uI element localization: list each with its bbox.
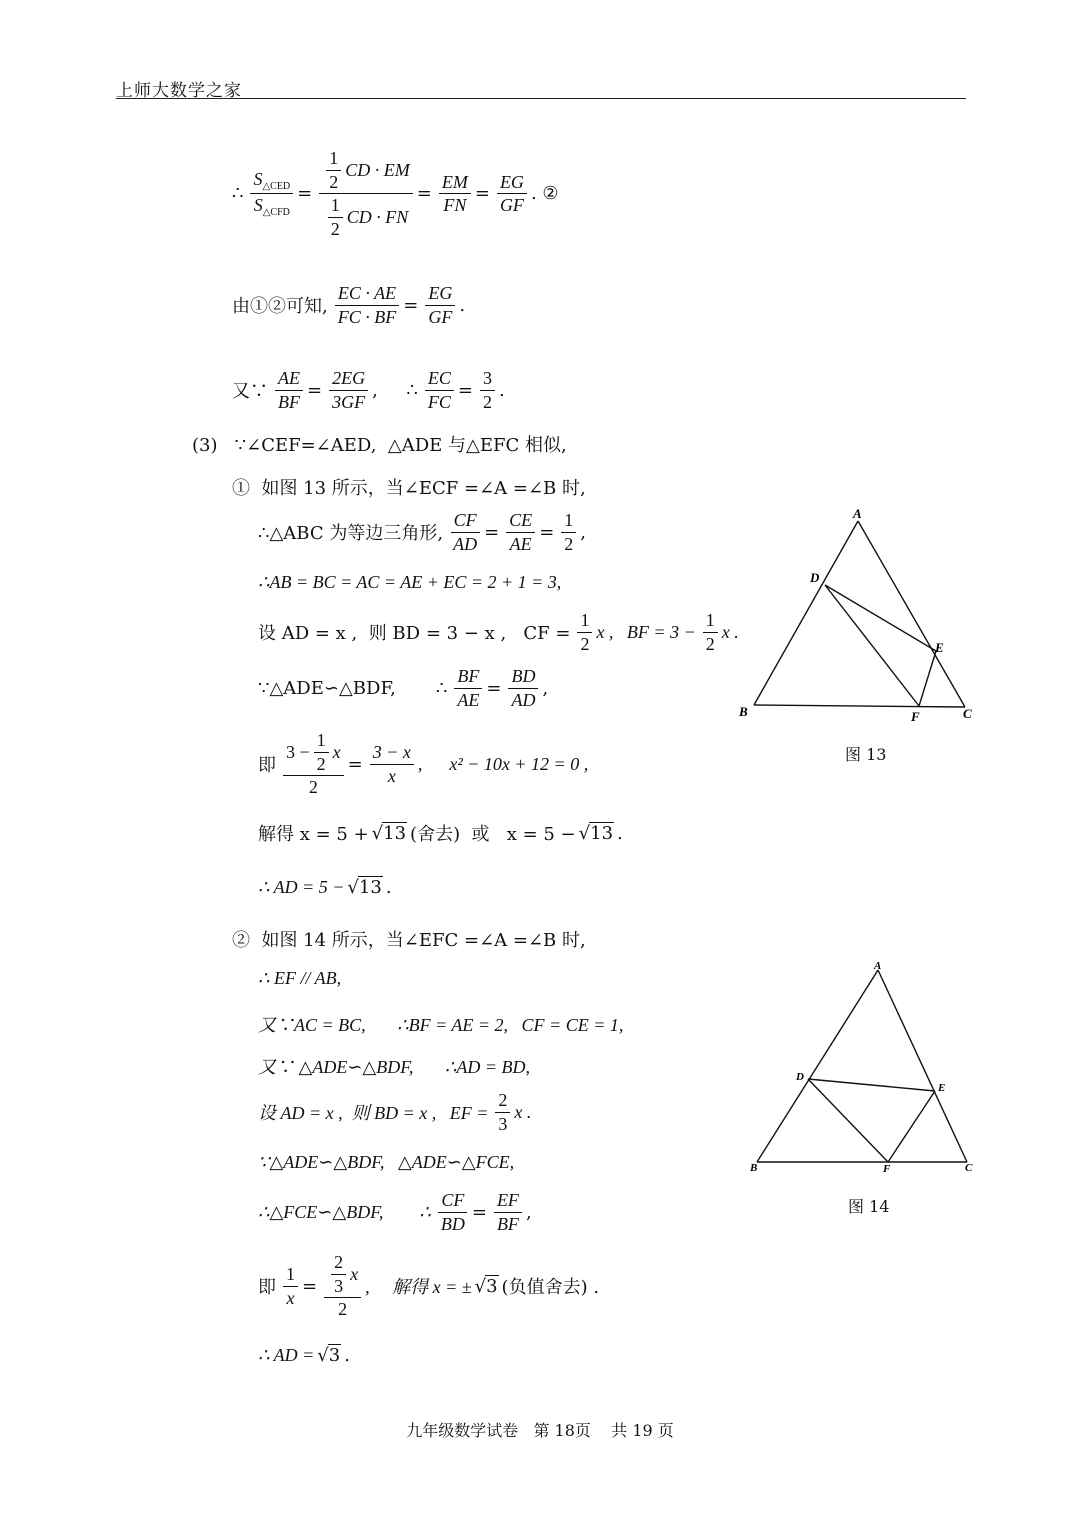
ec-fc-fraction: $\frac{EC}{FC}$ [425,368,454,412]
x-var: x [332,741,341,762]
therefore-symbol: ∴ [232,183,244,205]
root-13-a: 13 [383,822,407,844]
also-because: 又∵ [232,381,268,403]
label-b: B [750,1162,758,1174]
s-sub-cfd: △CFD [262,207,290,219]
area-fraction [250,169,293,219]
figure-14-caption: 图 14 [848,1197,890,1216]
line-ad-result-2: ∴ AD = √3 . [258,1345,350,1366]
root-13-b: 13 [590,822,614,844]
from-text: 由①②可知, [232,296,328,318]
two: 2 [308,777,318,798]
line-let-ad-x [258,610,742,654]
ad-eq-2: ∴ AD = [258,1345,315,1365]
line-side-lengths: ∴AB = BC = AC = AE + EC = 2 + 1 = 3, [258,572,562,592]
eg-gf-fraction: $\frac{EG}{GF}$ [497,172,527,216]
period: . [385,877,392,898]
line-area-ratio: ∴ $\frac{S_{\triangle CED}}{S_{\triangle CFD}}$ = $\frac{1}{2}$ CD · EM $\frac{1}{2}$ CD · FN = $\frac{EM}{FN}$ = $\frac{EG}{GF}$ . ② [232,148,559,240]
segment-de [825,585,936,651]
ef-bf-fraction: $\frac{EF}{BF}$ [494,1190,522,1234]
cd-em: CD · EM [345,159,410,180]
x-end-2: x . [514,1101,532,1122]
label-e: E [935,640,944,655]
line-ad-result-1: ∴ AD = 5 − √13 . [258,877,392,898]
namely: 即 [258,755,276,777]
bf-text: x , BF = 3 − [596,621,696,642]
3-x-over-x: $\frac{3 - x}{x}$ [370,742,414,786]
line-parallel: ∴ EF // AB, [258,968,342,988]
two-b: 2 [338,1299,348,1320]
page-footer: 九年级数学试卷 第 18页 共 19 页 [406,1421,674,1440]
side-ac [878,970,967,1162]
root-3-b: 3 [328,1345,341,1366]
cf-ad-fraction: $\frac{CF}{AD}$ [450,510,480,554]
similar-text-2: ∴△FCE∽△BDF, ∴ [258,1201,431,1222]
negative-discard: (负值舍去) . [501,1277,600,1299]
label-a: A [853,506,862,521]
header-rule [116,98,966,99]
em-fn-fraction: $\frac{EM}{FN}$ [439,172,471,216]
one-half: $\frac{1}{2}$ [561,510,576,554]
label-c: C [963,706,972,721]
half-b: $\frac{1}{2}$ [703,610,718,654]
eg-gf-fraction-2: $\frac{EG}{GF}$ [425,283,455,327]
let-text-2: 设 AD = x , 则 BD = x , EF = [258,1103,489,1124]
label-d: D [810,570,820,585]
s-sub-ced: △CED [262,180,291,192]
equilateral-text: ∴△ABC 为等边三角形, [258,523,444,545]
line-solve-1: 解得 x = 5 + √13 (舍去) 或 x = 5 − √13 . [258,820,626,846]
line-similar-1: ∵△ADE∽△BDF, ∴ $\frac{BF}{AE}$ = $\frac{BD}{AD}$ , [258,666,549,710]
half-c: $\frac{1}{2}$ [314,730,329,774]
comma: , [580,521,587,543]
label-e: E [938,1082,946,1094]
ec-ae-fraction: $\frac{EC \cdot AE}{FC \cdot BF}$ [335,283,400,327]
line-also-because: 又∵ $\frac{AE}{BF}$ = $\frac{2EG}{3GF}$ , ∴ $\frac{EC}{FC}$ = $\frac{3}{2}$ . [232,368,505,412]
therefore-mid: , ∴ [372,379,418,401]
segment-df [808,1079,888,1162]
half-a: $\frac{1}{2}$ [577,610,592,654]
period: . [344,1345,350,1366]
one-over-x: $\frac{1}{x}$ [283,1264,298,1308]
ae-bf-fraction: $\frac{AE}{BF}$ [275,368,303,412]
label-a: A [874,960,882,972]
line-let-ad-x-2 [258,1090,534,1134]
case-1-header: ① 如图 13 所示，当∠ECF =∠A =∠B 时, [232,478,586,499]
half-fraction: $\frac{1}{2}$ [326,148,341,192]
or-text: (舍去) 或 x = 5 − [410,824,576,845]
label-f: F [911,709,920,724]
bd-ad-fraction: $\frac{BD}{AD}$ [508,666,538,710]
compound-fraction-3 [324,1252,361,1320]
cf-bd-fraction: $\frac{CF}{BD}$ [438,1190,468,1234]
root-3-a: 3 [486,1275,498,1297]
two-thirds-b: $\frac{2}{3}$ [331,1252,346,1296]
root-13-c: 13 [358,877,382,898]
line-from-1-2: 由①②可知, $\frac{EC \cdot AE}{FC \cdot BF}$ = $\frac{EG}{GF}$ . [232,283,466,327]
circle-two-tail: . ② [530,183,559,205]
2eg-3gf-fraction: $\frac{2EG}{3GF}$ [329,368,368,412]
case-2-header: ② 如图 14 所示，当∠EFC =∠A =∠B 时, [232,930,586,951]
label-d: D [796,1071,804,1083]
part-3-header: (3) ∵∠CEF=∠AED, △ADE 与△EFC 相似, [192,435,567,456]
cd-fn: CD · FN [346,207,409,228]
two-thirds: $\frac{2}{3}$ [495,1090,510,1134]
solve-text-2: , 解得 x = ± [365,1277,472,1298]
compound-fraction-2 [283,730,344,798]
s-label: S [253,168,263,189]
ad-eq: ∴ AD = 5 − [258,877,345,897]
label-c: C [965,1162,973,1174]
line-similar-3: ∴△FCE∽△BDF, ∴ $\frac{CF}{BD}$ = $\frac{EF}{BF}$ , [258,1190,532,1234]
header-title: 上师大数学之家 [116,81,242,101]
let-text: 设 AD = x , 则 BD = 3 − x , CF = [258,623,571,645]
quadratic: , x² − 10x + 12 = 0 , [417,753,589,774]
line-equation-2: 即 $\frac{1}{x}$ = $\frac{2}{3}$ x 2 , 解得 x = ± √3 (负值舍去) . [258,1252,600,1320]
x-end: x . [721,621,739,642]
period: . [617,822,623,844]
figure-13-caption: 图 13 [845,745,887,764]
x-var-2: x [350,1263,359,1284]
line-ac-bc: 又∵AC = BC, ∴BF = AE = 2, CF = CE = 1, [258,1015,624,1035]
segment-de [808,1079,935,1091]
line-equation-1: 即 3 − $\frac{1}{2}$ x 2 = $\frac{3 - x}{x}$ , x² − 10x + 12 = 0 , [258,730,589,798]
figure-13 [730,505,990,730]
period: . [499,379,505,401]
line-similar-2: ∵△ADE∽△BDF, △ADE∽△FCE, [258,1152,515,1172]
compound-fraction [319,148,413,240]
label-f: F [883,1163,891,1175]
s-label-2: S [253,195,263,216]
similar-text: ∵△ADE∽△BDF, ∴ [258,677,448,699]
three-halves: $\frac{3}{2}$ [480,368,495,412]
period: . [459,294,466,316]
line-ad-bd: 又∵ △ADE∽△BDF, ∴AD = BD, [258,1057,531,1077]
side-ab [754,521,858,705]
label-b: B [739,704,748,719]
comma: , [542,677,549,699]
half-fraction-2: $\frac{1}{2}$ [328,195,343,239]
bf-ae-fraction: $\frac{BF}{AE}$ [454,666,482,710]
side-bc [754,705,965,707]
figure-14 [745,958,985,1178]
comma: , [525,1201,532,1223]
ce-ae-fraction: $\frac{CE}{AE}$ [506,510,535,554]
namely-2: 即 [258,1277,276,1299]
segment-ef [919,651,936,706]
three-minus: 3 − [286,741,310,762]
segment-ef [888,1091,935,1162]
line-equilateral: ∴△ABC 为等边三角形, $\frac{CF}{AD}$ = $\frac{CE}{AE}$ = $\frac{1}{2}$ , [258,510,587,554]
solve-text: 解得 x = 5 + [258,824,369,845]
